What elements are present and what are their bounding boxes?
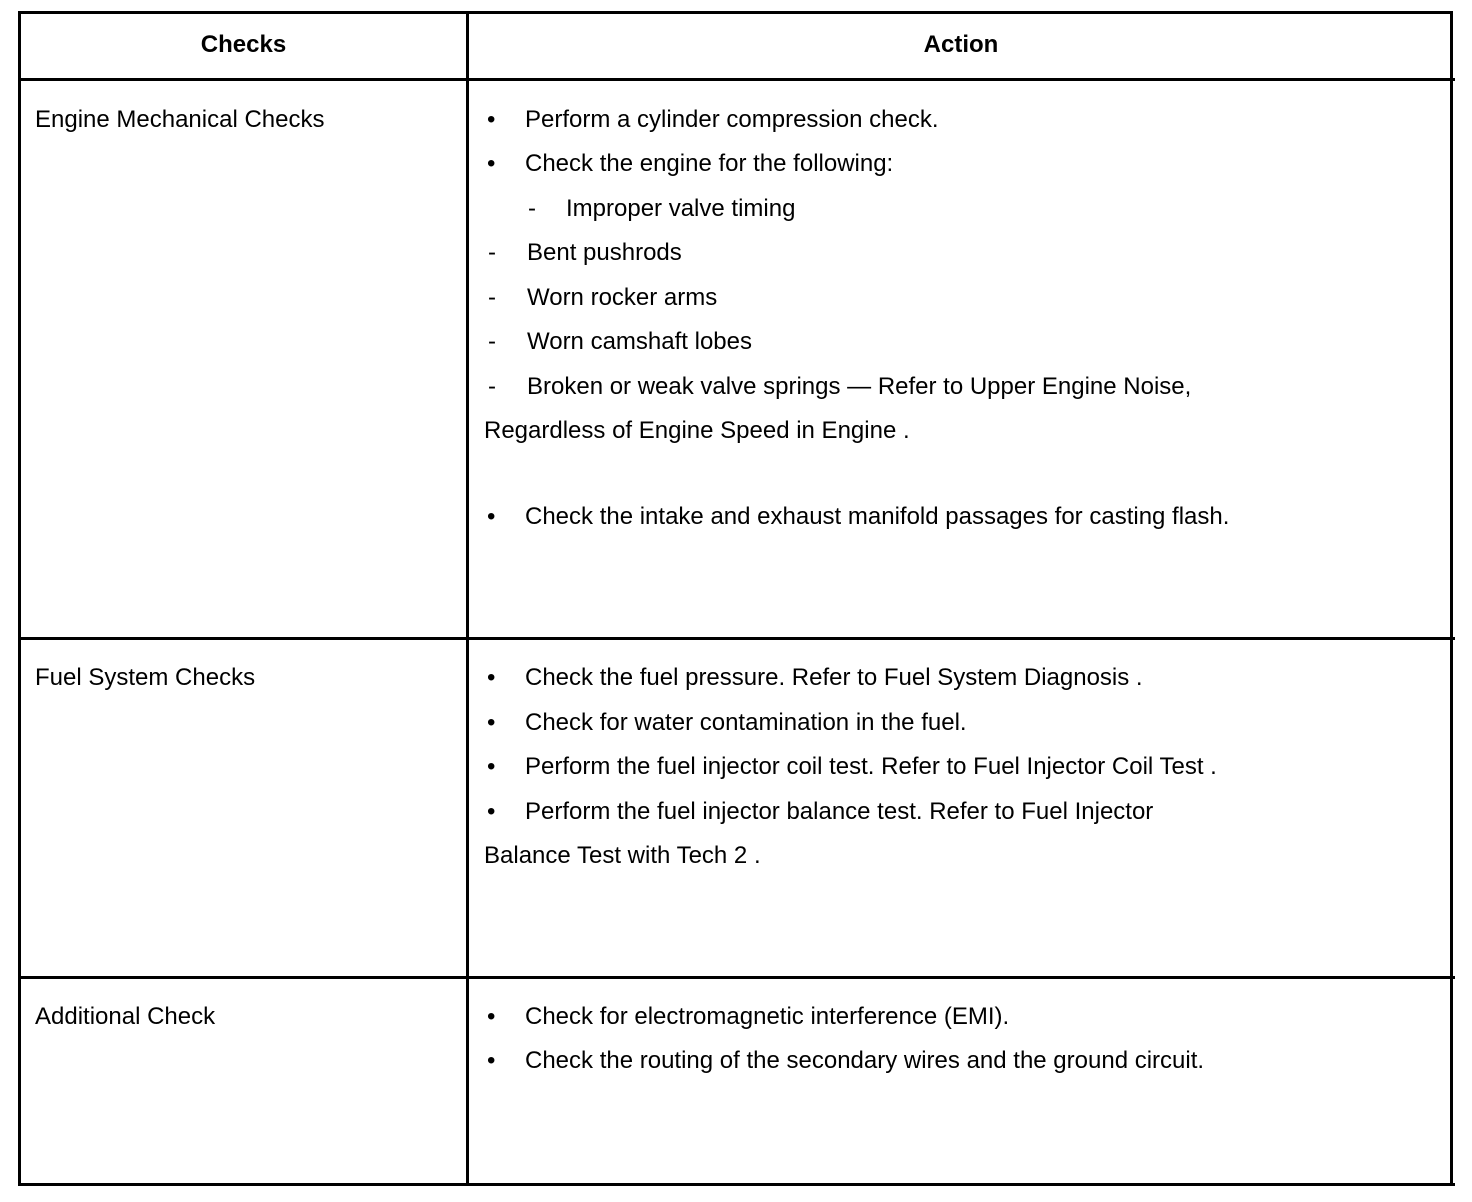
bullet-marker: • — [487, 503, 496, 530]
header-divider — [18, 78, 1455, 81]
action-item: Check the intake and exhaust manifold passages for casting flash. — [525, 503, 1230, 530]
bullet-marker: • — [487, 709, 496, 736]
action-subitem: Bent pushrods — [527, 239, 682, 266]
action-item: Perform the fuel injector coil test. Refer to Fuel Injector Coil Test . — [525, 753, 1217, 780]
action-item: Check for electromagnetic interference (EMI). — [525, 1003, 1010, 1030]
action-item: Check the engine for the following: — [525, 150, 894, 177]
action-item: Check the routing of the secondary wires and the ground circuit. — [525, 1047, 1205, 1074]
dash-marker: - — [488, 284, 496, 311]
header-checks: Checks — [200, 31, 287, 58]
dash-marker: - — [488, 373, 496, 400]
bullet-marker: • — [487, 798, 496, 825]
action-item: Perform the fuel injector balance test. Refer to Fuel Injector — [525, 798, 1154, 825]
table-bottom-border — [18, 1183, 1455, 1186]
check-label-additional: Additional Check — [35, 1003, 216, 1030]
dash-marker: - — [528, 195, 536, 222]
bullet-marker: • — [487, 664, 496, 691]
action-item: Check for water contamination in the fuel. — [525, 709, 967, 736]
action-subitem: Improper valve timing — [566, 195, 796, 222]
action-item: Perform a cylinder compression check. — [525, 106, 939, 133]
check-label-fuel-system: Fuel System Checks — [35, 664, 256, 691]
action-subitem: Broken or weak valve springs — Refer to Upper Engine Noise, — [527, 373, 1192, 400]
bullet-marker: • — [487, 106, 496, 133]
action-item: Check the fuel pressure. Refer to Fuel System Diagnosis . — [525, 664, 1143, 691]
row-divider — [18, 637, 1455, 640]
row-divider — [18, 976, 1455, 979]
header-action: Action — [923, 31, 999, 58]
bullet-marker: • — [487, 1047, 496, 1074]
action-subitem: Worn camshaft lobes — [527, 328, 752, 355]
dash-marker: - — [488, 328, 496, 355]
action-subitem-continued: Regardless of Engine Speed in Engine . — [484, 417, 910, 444]
column-divider — [466, 11, 469, 1186]
bullet-marker: • — [487, 753, 496, 780]
bullet-marker: • — [487, 150, 496, 177]
dash-marker: - — [488, 239, 496, 266]
action-item-continued: Balance Test with Tech 2 . — [484, 842, 761, 869]
bullet-marker: • — [487, 1003, 496, 1030]
action-subitem: Worn rocker arms — [527, 284, 718, 311]
check-label-engine-mechanical: Engine Mechanical Checks — [35, 106, 325, 133]
